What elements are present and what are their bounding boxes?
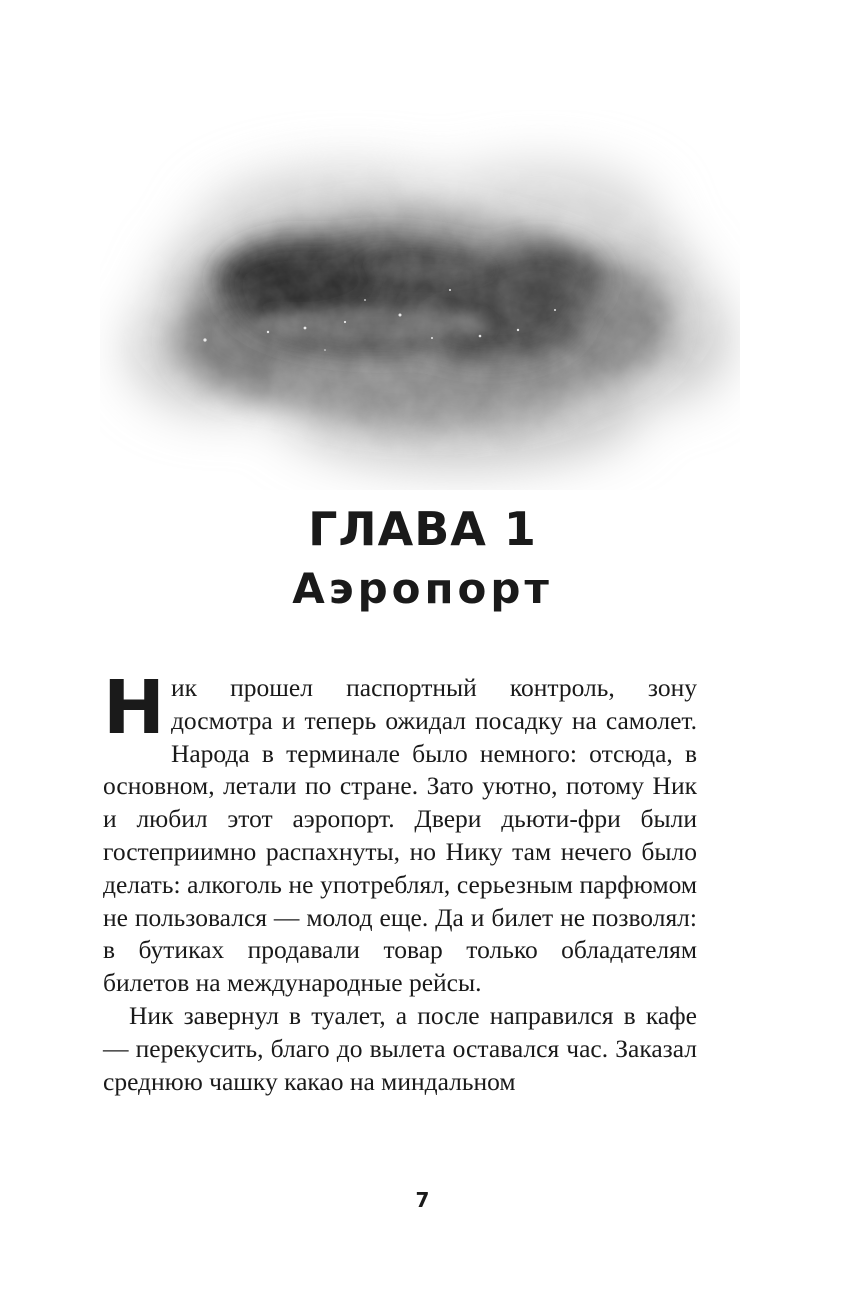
chapter-number: ГЛАВА 1	[308, 502, 537, 556]
watercolor-cloud-illustration	[100, 110, 740, 490]
chapter-title: Аэропорт	[292, 564, 553, 613]
paragraph-1-text: ик прошел паспортный контроль, зону досмотра и теперь ожидал посадку на самолет. Народа в терминале было немного: отсюда, в основном, летали по стране. Зато уютно, потому Ник и любил этот аэропорт. Двери дьюти-фри были гостеприимно распахнуты, но Нику там нечего было делать: алкоголь не употреблял, серьезным парфюмом не пользовался — молод еще. Да и билет не позволял: в бутиках продавали товар только обладателям билетов на международные рейсы.	[103, 673, 697, 998]
drop-cap-letter: Н	[103, 665, 165, 751]
paragraph-1	[103, 665, 697, 1000]
paragraph-2: Ник завернул в туалет, а после направился в кафе — перекусить, благо до вылета оставался час. Заказал среднюю чашку какао на миндальном	[103, 1000, 697, 1096]
page-number: 7	[415, 1188, 430, 1212]
chapter-body-text	[103, 665, 697, 1098]
